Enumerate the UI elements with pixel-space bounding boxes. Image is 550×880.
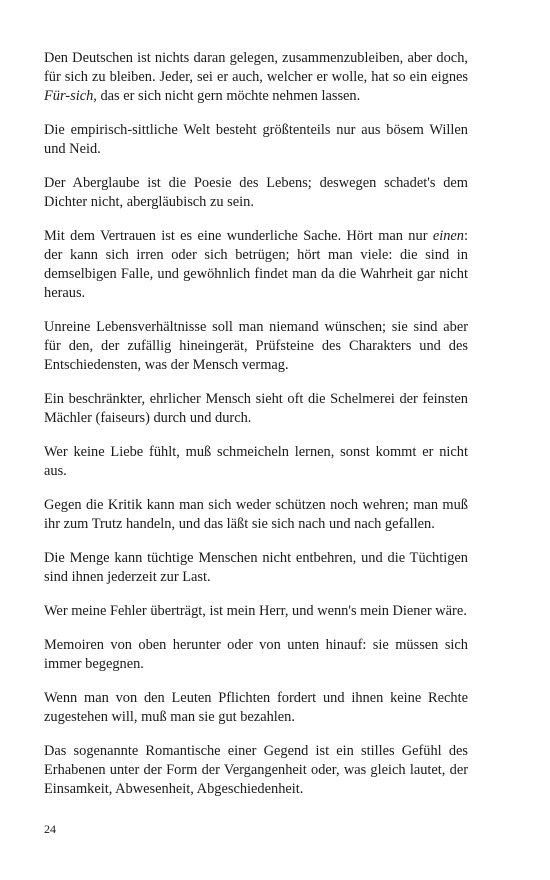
paragraph-text: Unreine Lebensverhältnisse soll man niemand wünschen; sie sind aber für den, der zufällig hineingerät, Prüfsteine des Charakters und des Entschiedensten, was der Mensch vermag. xyxy=(44,319,468,373)
paragraph xyxy=(44,318,468,375)
paragraph-text: Die empirisch-sittliche Welt besteht größtenteils nur aus bösem Willen und Neid. xyxy=(44,122,468,157)
paragraph xyxy=(44,49,468,106)
paragraph xyxy=(44,636,468,674)
page-number: 24 xyxy=(44,822,56,836)
paragraph-text-italic: einen xyxy=(432,228,464,244)
paragraph-text: Gegen die Kritik kann man sich weder schützen noch wehren; man muß ihr zum Trutz handeln, und das läßt sie sich nach und nach gefallen. xyxy=(44,497,468,532)
paragraph-text: : der kann sich irren oder sich betrügen; hört man viele: die sind in demselbigen Falle, und gewöhnlich findet man da die Wahrheit gar nicht heraus. xyxy=(44,228,468,301)
paragraph-text: Der Aberglaube ist die Poesie des Lebens; deswegen schadet's dem Dichter nicht, abergläubisch zu sein. xyxy=(44,175,468,210)
paragraph-text: das er sich nicht gern möchte nehmen lassen. xyxy=(96,88,361,104)
paragraph-text: Wer keine Liebe fühlt, muß schmeicheln lernen, sonst kommt er nicht aus. xyxy=(44,444,468,479)
paragraph-text: Ein beschränkter, ehrlicher Mensch sieht oft die Schelmerei der feinsten Mächler (faiseurs) durch und durch. xyxy=(44,391,468,426)
paragraph xyxy=(44,549,468,587)
paragraph-text: Memoiren von oben herunter oder von unten hinauf: sie müssen sich immer begegnen. xyxy=(44,637,468,672)
paragraph xyxy=(44,443,468,481)
paragraph-text: Wenn man von den Leuten Pflichten fordert und ihnen keine Rechte zugestehen will, muß man sie gut bezahlen. xyxy=(44,690,468,725)
page-body xyxy=(44,49,468,814)
paragraph xyxy=(44,390,468,428)
paragraph xyxy=(44,602,468,621)
paragraph xyxy=(44,496,468,534)
paragraph xyxy=(44,742,468,799)
paragraph xyxy=(44,227,468,303)
paragraph-text-italic: Für-sich, xyxy=(44,88,97,104)
paragraph-text: Die Menge kann tüchtige Menschen nicht entbehren, und die Tüchtigen sind ihnen jederzeit zur Last. xyxy=(44,550,468,585)
paragraph-text: Das sogenannte Romantische einer Gegend ist ein stilles Gefühl des Erhabenen unter der Form der Vergangenheit oder, was gleich lautet, der Einsamkeit, Abwesenheit, Abgeschiedenheit. xyxy=(44,743,468,797)
paragraph-text: Mit dem Vertrauen ist es eine wunderliche Sache. Hört man nur xyxy=(44,228,433,244)
paragraph-text: Den Deutschen ist nichts daran gelegen, zusammenzubleiben, aber doch, für sich zu bleiben. Jeder, sei er auch, welcher er wolle, hat so ein eignes xyxy=(44,50,468,85)
paragraph xyxy=(44,174,468,212)
paragraph xyxy=(44,689,468,727)
paragraph xyxy=(44,121,468,159)
paragraph-text: Wer meine Fehler überträgt, ist mein Herr, und wenn's mein Diener wäre. xyxy=(44,603,467,619)
